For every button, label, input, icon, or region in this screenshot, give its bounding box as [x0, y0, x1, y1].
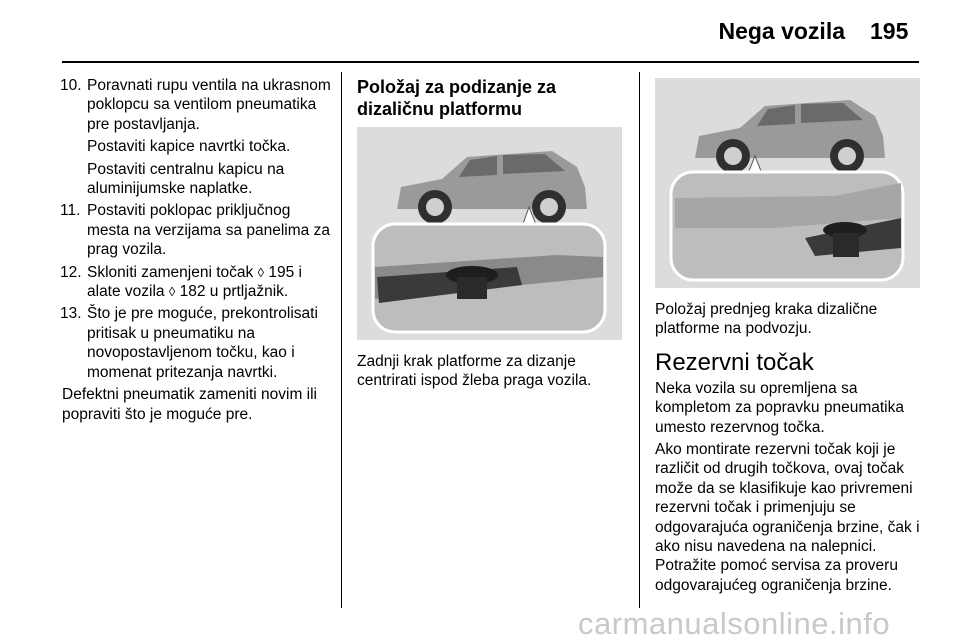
column-1 [60, 76, 335, 427]
list-item-11 [60, 201, 335, 259]
figure-caption-rear: Zadnji krak platforme za dizanje centrirati ispod žleba praga vozila. [357, 353, 592, 390]
text-fragment: u prtljažnik. [209, 283, 289, 301]
page-header-title: Nega vozila [718, 18, 845, 44]
list-number: 13. [60, 305, 82, 323]
closing-paragraph: Defektni pneumatik zameniti novim ili popraviti što je moguće pre. [62, 386, 317, 423]
page-number: 195 [870, 18, 909, 44]
paragraph: Ako montirate rezervni točak koji je različit od drugih točkova, ovaj točak može da se klasifikuje kao privremeni rezervni točak i primenjuju se odgovarajuća ograničenja brzine, čak i ako nisu navedena na nalepnici. Potražite pomoć servisa za proveru odgovarajućeg ograničenja brzine. [655, 441, 920, 594]
reference-arrow-icon: ◊ [168, 284, 176, 300]
list-text [86, 263, 335, 302]
column-3 [655, 300, 925, 598]
section-heading-spare-wheel: Rezervni točak [655, 348, 814, 376]
list-text: Postaviti poklopac priključnog mesta na verzijama sa panelima za prag vozila. [87, 202, 330, 259]
list-item-10 [60, 76, 335, 134]
list-number: 10. [60, 77, 82, 94]
figure-caption-front: Položaj prednjeg kraka dizalične platforme na podvozju. [655, 301, 878, 338]
list-item-12 [60, 263, 335, 302]
list-subparagraph: Postaviti centralnu kapicu na aluminijumske naplatke. [87, 160, 285, 198]
front-lift-point-illustration [655, 78, 920, 288]
rear-lift-point-illustration [357, 127, 622, 340]
header-rule [62, 61, 919, 63]
list-text: Što je pre moguće, prekontrolisati pritisak u pneumatiku na novopostavljenom točku, kao i momenat pritezanja navrtki. [87, 305, 318, 381]
list-subparagraph: Postaviti kapice navrtki točka. [87, 138, 291, 156]
column-divider-2 [639, 72, 640, 608]
section-heading: Položaj za podizanje za dizaličnu platformu [357, 77, 557, 119]
list-number: 12. [60, 263, 82, 281]
column-divider-1 [341, 72, 342, 608]
list-text: Poravnati rupu ventila na ukrasnom poklopcu sa ventilom pneumatika pre postavljanja. [87, 77, 331, 133]
page-reference[interactable]: 182 [179, 283, 206, 301]
column-2 [357, 76, 627, 127]
text-fragment: i alate vozila [87, 263, 302, 301]
text-fragment: Skloniti zamenjeni točak [87, 263, 254, 281]
list-number: 11. [60, 202, 81, 220]
page-reference[interactable]: 195 [268, 263, 295, 281]
reference-arrow-icon: ◊ [257, 264, 265, 280]
list-item-13 [60, 304, 335, 382]
paragraph: Neka vozila su opremljena sa kompletom za popravku pneumatika umesto rezervnog točka. [655, 379, 904, 436]
watermark-logo: carmanualsonline.info [578, 606, 891, 641]
